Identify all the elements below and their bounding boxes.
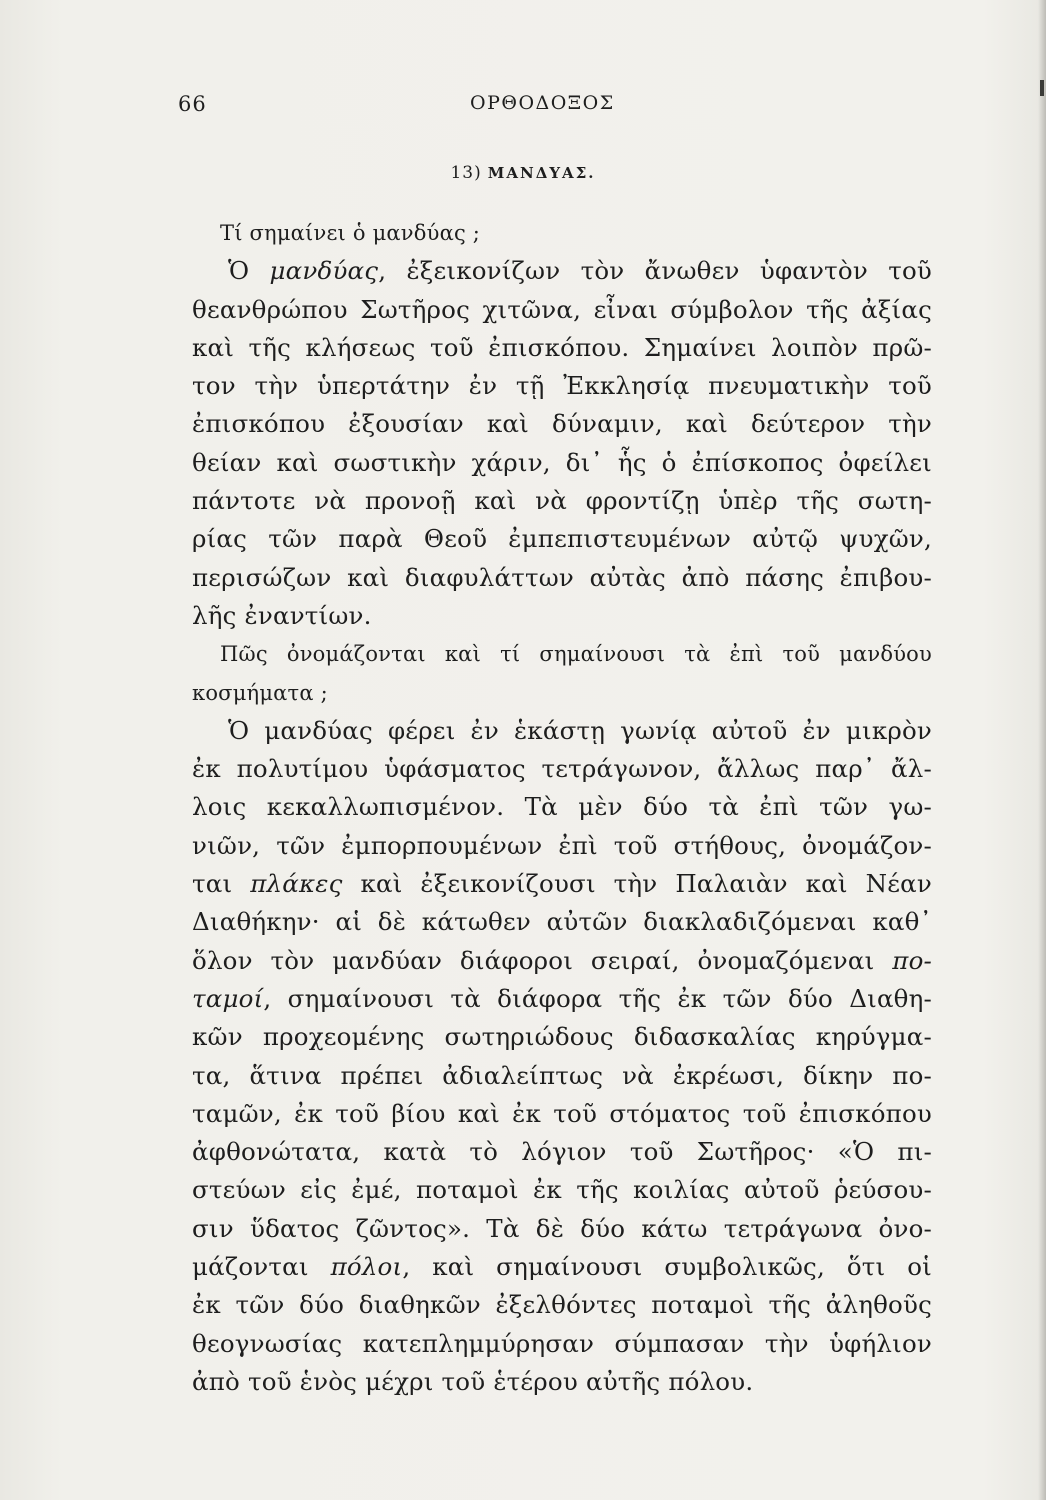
- text-line: τον τὴν ὑπερτάτην ἐν τῇ Ἐκκλησίᾳ πνευματικὴν τοῦ: [192, 371, 932, 401]
- text-segment: , σημαίνουσι τὰ διάφορα τῆς ἐκ τῶν δύο Διαθη-: [263, 983, 932, 1013]
- text-line: [192, 252, 932, 290]
- page-number: 66: [178, 92, 207, 116]
- text-segment: ται: [192, 869, 251, 899]
- italic-term: πόλοι: [330, 1252, 403, 1282]
- text-segment: ὅλον τὸν μανδύαν διάφοροι σειραί, ὀνομαζόμεναι: [192, 945, 893, 975]
- text-line: καὶ τῆς κλήσεως τοῦ ἐπισκόπου. Σημαίνει λοιπὸν πρῶ-: [192, 332, 932, 362]
- italic-term: πο-: [892, 945, 932, 975]
- text-line: νιῶν, τῶν ἐμπορπουμένων ἐπὶ τοῦ στήθους, ὀνομάζον-: [192, 830, 932, 860]
- text-line: [192, 942, 932, 980]
- text-line: θεογνωσίας κατεπλημμύρησαν σύμπασαν τὴν ὑφήλιον: [192, 1328, 932, 1358]
- text-segment: μάζονται: [192, 1252, 331, 1282]
- text-line: ἐκ πολυτίμου ὑφάσματος τετράγωνον, ἄλλως παρ᾽ ἄλ-: [192, 754, 932, 784]
- text-line: λοις κεκαλλωπισμένον. Τὰ μὲν δύο τὰ ἐπὶ τῶν γω-: [192, 792, 932, 822]
- text-line: ἐκ τῶν δύο διαθηκῶν ἐξελθόντες ποταμοὶ τῆς ἀληθοῦς: [192, 1290, 932, 1320]
- text-line: ἐπισκόπου ἐξουσίαν καὶ δύναμιν, καὶ δεύτερον τὴν: [192, 409, 932, 439]
- italic-term: ταμοί: [192, 983, 264, 1013]
- italic-term: μανδύας: [269, 256, 379, 286]
- text-line: [192, 865, 932, 903]
- text-line: θείαν καὶ σωστικὴν χάριν, δι᾽ ἧς ὁ ἐπίσκοπος ὀφείλει: [192, 447, 932, 477]
- text-line: Πῶς ὀνομάζονται καὶ τί σημαίνουσι τὰ ἐπὶ τοῦ μανδύου: [220, 642, 932, 667]
- text-line: περισώζων καὶ διαφυλάττων αὐτὰς ἀπὸ πάσης ἐπιβου-: [192, 562, 932, 592]
- text-line: Ὁ μανδύας φέρει ἐν ἑκάστῃ γωνίᾳ αὐτοῦ ἐν μικρὸν: [228, 715, 932, 745]
- text-line: [192, 1248, 932, 1286]
- text-line: [192, 980, 932, 1018]
- text-line: κῶν προχεομένης σωτηριώδους διδασκαλίας κηρύγμα-: [192, 1022, 932, 1052]
- text-line: τα, ἅτινα πρέπει ἀδιαλείπτως νὰ ἐκρέωσι, δίκην πο-: [192, 1060, 932, 1090]
- text-line: Τί σημαίνει ὁ μανδύας ;: [220, 221, 481, 245]
- text-line: στεύων εἰς ἐμέ, ποταμοὶ ἐκ τῆς κοιλίας αὐτοῦ ῥεύσου-: [192, 1175, 932, 1205]
- running-head: ΟΡΘΟΔΟΞΟΣ: [470, 92, 615, 114]
- text-line: Διαθήκην· αἱ δὲ κάτωθεν αὐτῶν διακλαδιζόμεναι καθ᾽: [192, 907, 932, 937]
- text-line: λῆς ἐναντίων.: [192, 600, 372, 630]
- body-text: [192, 214, 932, 1401]
- edge-mark: [1040, 80, 1044, 96]
- text-line: ρίας τῶν παρὰ Θεοῦ ἐμπεπιστευμένων αὐτῷ ψυχῶν,: [192, 524, 932, 554]
- section-title: ΜΑΝΔΥΑΣ.: [487, 164, 596, 182]
- section-heading: [0, 162, 1046, 183]
- section-number: 13): [450, 163, 482, 183]
- text-segment: Ὁ: [228, 256, 270, 286]
- text-segment: , ἐξεικονίζων τὸν ἄνωθεν ὑφαντὸν τοῦ: [378, 256, 932, 286]
- page-edge-shadow: [1038, 0, 1046, 1500]
- text-segment: , καὶ σημαίνουσι συμβολικῶς, ὅτι οἱ: [402, 1252, 932, 1282]
- text-line: θεανθρώπου Σωτῆρος χιτῶνα, εἶναι σύμβολον τῆς ἀξίας: [192, 294, 932, 324]
- text-line: ἀφθονώτατα, κατὰ τὸ λόγιον τοῦ Σωτῆρος· «Ὁ πι-: [192, 1137, 932, 1167]
- text-segment: καὶ ἐξεικονίζουσι τὴν Παλαιὰν καὶ Νέαν: [342, 869, 932, 899]
- text-line: ἀπὸ τοῦ ἑνὸς μέχρι τοῦ ἑτέρου αὐτῆς πόλου.: [192, 1366, 754, 1396]
- italic-term: πλάκες: [250, 869, 343, 899]
- text-line: ταμῶν, ἐκ τοῦ βίου καὶ ἐκ τοῦ στόματος τοῦ ἐπισκόπου: [192, 1098, 932, 1128]
- text-line: πάντοτε νὰ προνοῇ καὶ νὰ φροντίζῃ ὑπὲρ τῆς σωτη-: [192, 486, 932, 516]
- text-line: κοσμήματα ;: [192, 680, 328, 705]
- text-line: σιν ὕδατος ζῶντος». Τὰ δὲ δύο κάτω τετράγωνα ὀνο-: [192, 1213, 932, 1243]
